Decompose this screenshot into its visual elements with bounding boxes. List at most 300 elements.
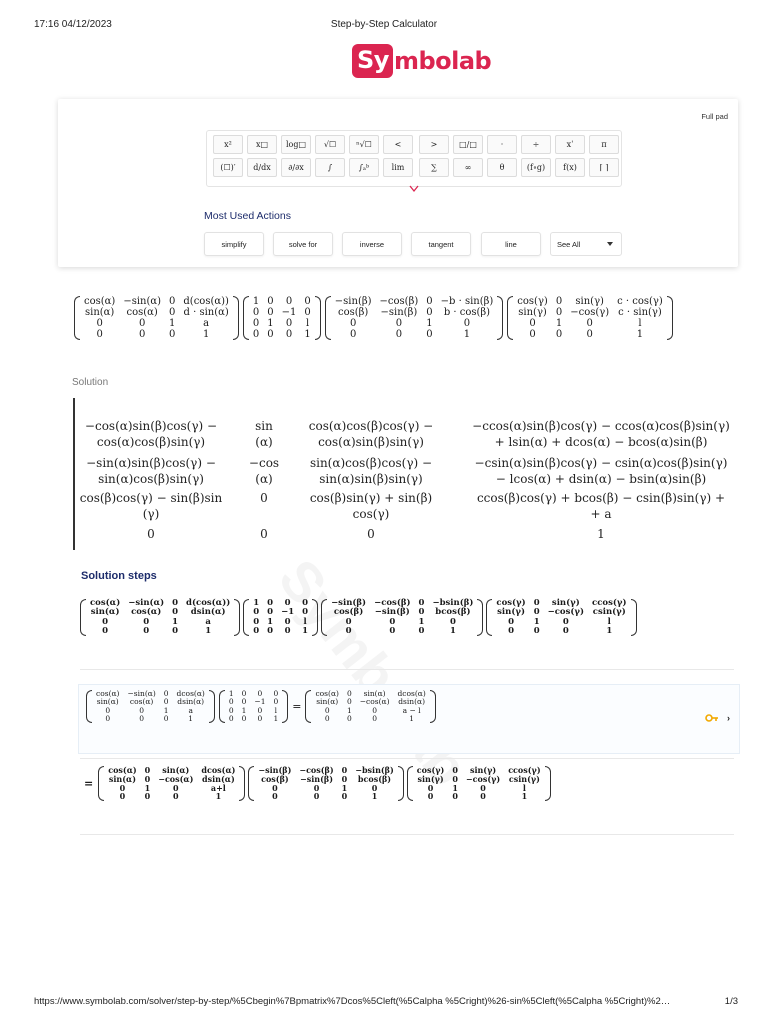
right-paren bbox=[282, 690, 288, 723]
solution-cell-line: 0 bbox=[260, 527, 268, 541]
matrix-cell: cos(α) bbox=[129, 697, 154, 707]
matrix-cell: 0 bbox=[267, 329, 274, 340]
right-paren bbox=[209, 690, 215, 723]
matrix-cell: a − l bbox=[402, 705, 421, 715]
matrix-cell: 0 bbox=[96, 329, 103, 340]
keypad-key[interactable]: √☐ bbox=[315, 135, 345, 154]
step-3-expression bbox=[84, 766, 551, 801]
matrix-cell: sin(γ) bbox=[518, 307, 547, 318]
keypad-key[interactable]: ∫ₐᵇ bbox=[349, 158, 379, 177]
see-all-label: See All bbox=[557, 239, 581, 249]
right-paren bbox=[545, 766, 551, 801]
matrix-cell: −sin(β) bbox=[331, 598, 367, 608]
matrix-cell: 0 bbox=[284, 626, 291, 637]
matrix-cell: 0 bbox=[267, 296, 274, 307]
keypad-key[interactable]: x□ bbox=[247, 135, 277, 154]
page-title: Step-by-Step Calculator bbox=[330, 19, 438, 30]
matrix-cell: 0 bbox=[138, 318, 146, 329]
right-paren bbox=[477, 599, 483, 636]
matrix-cell: 0 bbox=[257, 689, 263, 698]
matrix-cell: 0 bbox=[138, 329, 146, 340]
matrix-cell: 0 bbox=[372, 705, 377, 715]
matrix-cell: 0 bbox=[313, 791, 320, 802]
keypad-key[interactable]: x² bbox=[213, 135, 243, 154]
solution-cell-line: sin(α)cos(β)sin(γ) bbox=[98, 472, 204, 486]
divider bbox=[80, 669, 734, 670]
right-paren bbox=[239, 766, 245, 801]
matrix-cell: 0 bbox=[228, 713, 234, 723]
matrix-cell: 0 bbox=[143, 626, 150, 637]
matrix-cell: 0 bbox=[105, 705, 111, 715]
matrix-cell: 0 bbox=[346, 689, 352, 698]
matrix-cell: 0 bbox=[427, 791, 434, 802]
matrix-cell: cos(γ) bbox=[517, 296, 548, 307]
matrix bbox=[98, 766, 245, 801]
matrix-cell: 0 bbox=[302, 607, 309, 618]
matrix-cell: 0 bbox=[119, 791, 126, 802]
matrix-cell: 1 bbox=[371, 791, 378, 802]
matrix-cell: 0 bbox=[285, 318, 293, 329]
keypad-key[interactable]: d/dx bbox=[247, 158, 277, 177]
matrix-cell: 0 bbox=[555, 307, 563, 318]
matrix-cell: 0 bbox=[452, 765, 458, 775]
matrix-cell: 0 bbox=[372, 713, 377, 723]
matrix-cell: −b · sin(β) bbox=[440, 296, 494, 307]
matrix-cell: −cos(β) bbox=[379, 296, 419, 307]
right-paren bbox=[315, 296, 321, 340]
matrix-cell: bcos(β) bbox=[357, 773, 392, 784]
matrix-cell: 0 bbox=[345, 626, 352, 637]
matrix-cell: 1 bbox=[409, 713, 415, 723]
matrix-table bbox=[311, 690, 429, 723]
solution-cell bbox=[260, 490, 268, 506]
solution-cell bbox=[309, 418, 433, 450]
matrix-cell: sin(γ) bbox=[575, 296, 604, 307]
matrix-cell: 0 bbox=[533, 626, 540, 637]
matrix-cell: 0 bbox=[252, 307, 260, 318]
solution-cell-line: cos(α)sin(β)sin(γ) bbox=[318, 435, 424, 449]
matrix-cell: 0 bbox=[418, 598, 425, 608]
right-paren bbox=[631, 599, 637, 636]
matrix-cell: 0 bbox=[253, 607, 260, 618]
matrix-cell: dsin(α) bbox=[202, 773, 235, 784]
matrix-cell: 0 bbox=[143, 616, 150, 627]
logo-wordmark: mbolab bbox=[393, 47, 492, 75]
matrix-cell: 0 bbox=[228, 697, 234, 707]
solution-cell-line: cos(β)sin(γ) + sin(β) bbox=[309, 491, 433, 505]
matrix-cell: 0 bbox=[389, 626, 396, 637]
keypad-key[interactable]: □/□ bbox=[453, 135, 483, 154]
equals-sign: = bbox=[292, 700, 302, 713]
matrix-cell: 0 bbox=[555, 296, 563, 307]
matrix bbox=[321, 599, 483, 636]
matrix-cell: 1 bbox=[163, 705, 169, 715]
matrix-cell: −sin(α) bbox=[128, 598, 165, 608]
action-line-button[interactable]: line bbox=[481, 232, 541, 256]
matrix-cell: 0 bbox=[267, 598, 274, 608]
matrix-table bbox=[513, 296, 667, 340]
matrix bbox=[305, 690, 435, 723]
matrix-cell: 0 bbox=[139, 713, 145, 723]
matrix-cell: 1 bbox=[302, 626, 309, 637]
solution-cell-line: 0 bbox=[147, 527, 155, 541]
solution-cell-line: cos(γ) bbox=[352, 507, 390, 521]
matrix-cell: 0 bbox=[341, 765, 348, 775]
keypad-key[interactable]: π bbox=[589, 135, 619, 154]
matrix-cell: 0 bbox=[449, 616, 456, 627]
matrix-cell: 0 bbox=[267, 607, 274, 618]
matrix-cell: 1 bbox=[449, 626, 456, 637]
step-1-expression bbox=[80, 599, 637, 636]
matrix-cell: sin(γ) bbox=[551, 598, 580, 608]
matrix-cell: −sin(β) bbox=[258, 765, 292, 775]
solution-cell-line: 0 bbox=[367, 527, 375, 541]
matrix-cell: 1 bbox=[426, 318, 433, 329]
matrix-cell: −sin(β) bbox=[380, 307, 418, 318]
matrix-cell: 1 bbox=[205, 626, 212, 637]
matrix-cell: dsin(α) bbox=[190, 607, 226, 618]
matrix-cell: 0 bbox=[284, 616, 291, 627]
matrix-cell: dsin(α) bbox=[398, 697, 426, 707]
matrix-cell: 0 bbox=[302, 598, 309, 608]
matrix-cell: 0 bbox=[418, 607, 425, 618]
matrix-cell: 0 bbox=[163, 697, 169, 707]
matrix-cell: 0 bbox=[172, 598, 179, 608]
matrix-cell: cos(α) bbox=[84, 296, 116, 307]
keypad-key[interactable]: ∂/∂x bbox=[281, 158, 311, 177]
matrix-cell: dcos(α) bbox=[176, 689, 205, 698]
matrix-cell: 0 bbox=[508, 616, 515, 627]
matrix-cell: −sin(α) bbox=[123, 296, 162, 307]
solution-cell bbox=[249, 455, 279, 487]
page-url: https://www.symbolab.com/solver/step-by-step/%5Cbegin%7Bpmatrix%7Dcos%5Cleft(%5Calpha %5Cright)%26-sin%5Cleft(%5Calpha %5Cright)%2… bbox=[34, 996, 671, 1007]
keypad-key[interactable]: (☐)′ bbox=[213, 158, 243, 177]
matrix-cell: 0 bbox=[172, 626, 179, 637]
matrix-cell: l bbox=[607, 616, 611, 627]
matrix-cell: sin(α) bbox=[363, 689, 386, 698]
matrix-cell: −1 bbox=[254, 697, 266, 707]
right-paren bbox=[430, 690, 436, 723]
action-solve-for-button[interactable]: solve for bbox=[273, 232, 333, 256]
matrix-cell: 0 bbox=[253, 616, 260, 627]
solution-cell-line: sin bbox=[255, 419, 273, 433]
matrix-cell: cos(β) bbox=[333, 607, 364, 618]
matrix-table bbox=[331, 296, 498, 340]
action-inverse-button[interactable]: inverse bbox=[342, 232, 402, 256]
solution-cell bbox=[367, 526, 375, 542]
action-simplify-button[interactable]: simplify bbox=[204, 232, 264, 256]
matrix-cell: 0 bbox=[324, 713, 330, 723]
matrix-cell: 1 bbox=[253, 598, 260, 608]
matrix bbox=[248, 766, 403, 801]
matrix-cell: 1 bbox=[215, 791, 222, 802]
matrix-table bbox=[492, 599, 630, 636]
chevron-down-icon[interactable] bbox=[409, 185, 419, 193]
matrix-cell: 1 bbox=[533, 616, 540, 627]
keypad-key[interactable]: > bbox=[419, 135, 449, 154]
matrix-table bbox=[249, 296, 315, 340]
right-paren bbox=[398, 766, 404, 801]
right-paren bbox=[667, 296, 673, 340]
matrix-cell: 1 bbox=[144, 782, 151, 793]
matrix-cell: 0 bbox=[284, 598, 291, 608]
matrix-cell: 0 bbox=[395, 318, 403, 329]
solution-cell-line: cos(α)cos(β)cos(γ) − bbox=[308, 419, 434, 433]
right-paren bbox=[234, 599, 240, 636]
matrix-cell: sin(α) bbox=[162, 765, 190, 775]
matrix-table bbox=[86, 599, 234, 636]
matrix-cell: cos(α) bbox=[315, 689, 339, 698]
matrix-cell: 0 bbox=[304, 307, 311, 318]
matrix-cell: −cos(γ) bbox=[465, 773, 501, 784]
matrix-cell: csin(γ) bbox=[508, 773, 540, 784]
matrix-cell: 0 bbox=[144, 773, 151, 784]
action-tangent-button[interactable]: tangent bbox=[411, 232, 471, 256]
matrix-cell: 1 bbox=[228, 689, 234, 698]
matrix-cell: −cos(γ) bbox=[570, 307, 610, 318]
solution-steps-title: Solution steps bbox=[81, 570, 157, 582]
matrix-cell: c · cos(γ) bbox=[617, 296, 663, 307]
solution-cell-line: sin(α)sin(β)sin(γ) bbox=[319, 472, 423, 486]
matrix-cell: 0 bbox=[349, 318, 357, 329]
matrix-cell: d · sin(α) bbox=[183, 307, 229, 318]
solution-cell bbox=[477, 490, 725, 522]
keypad-key[interactable]: θ bbox=[487, 158, 517, 177]
solution-matrix bbox=[73, 398, 735, 550]
keypad-key[interactable]: lim bbox=[383, 158, 413, 177]
matrix-table bbox=[80, 296, 233, 340]
matrix-cell: sin(α) bbox=[96, 697, 119, 707]
input-expression bbox=[74, 296, 673, 340]
keypad-key[interactable]: ∞ bbox=[453, 158, 483, 177]
expand-chevron-icon[interactable]: › bbox=[727, 713, 730, 723]
matrix-cell: sin(α) bbox=[316, 697, 339, 707]
matrix-table bbox=[249, 599, 312, 636]
matrix-cell: 0 bbox=[169, 307, 176, 318]
solution-cell bbox=[80, 490, 222, 522]
right-paren bbox=[312, 599, 318, 636]
see-all-dropdown[interactable] bbox=[550, 232, 622, 256]
solution-cell-line: 1 bbox=[597, 527, 605, 541]
matrix-cell: c · sin(γ) bbox=[618, 307, 662, 318]
matrix-cell: 1 bbox=[267, 318, 274, 329]
matrix-cell: 0 bbox=[173, 791, 179, 802]
matrix-cell: 1 bbox=[346, 705, 352, 715]
matrix-cell: −bsin(β) bbox=[355, 765, 394, 775]
matrix-cell: dcos(α) bbox=[201, 765, 236, 775]
matrix bbox=[407, 766, 551, 801]
matrix-cell: csin(γ) bbox=[592, 607, 626, 618]
matrix-cell: l bbox=[522, 782, 526, 793]
solution-cell-line: −csin(α)sin(β)cos(γ) − csin(α)cos(β)sin(γ) bbox=[474, 456, 728, 470]
solution-cell bbox=[85, 418, 217, 450]
matrix-cell: ccos(γ) bbox=[592, 598, 627, 608]
matrix-cell: 1 bbox=[273, 713, 279, 723]
keypad-key[interactable]: ⁿ√☐ bbox=[349, 135, 379, 154]
matrix-cell: 0 bbox=[139, 705, 145, 715]
matrix-cell: cos(α) bbox=[131, 607, 162, 618]
matrix-cell: 0 bbox=[273, 689, 279, 698]
matrix-cell: a bbox=[203, 318, 210, 329]
matrix-cell: 0 bbox=[267, 307, 274, 318]
matrix-cell: 0 bbox=[586, 329, 593, 340]
matrix-cell: 0 bbox=[257, 713, 263, 723]
keypad-key[interactable]: (f∘g) bbox=[521, 158, 551, 177]
matrix-cell: 0 bbox=[395, 329, 403, 340]
matrix-cell: cos(β) bbox=[337, 307, 369, 318]
matrix-cell: 0 bbox=[480, 791, 486, 802]
keypad-key[interactable]: ÷ bbox=[521, 135, 551, 154]
keypad-key[interactable]: xˈ bbox=[555, 135, 585, 154]
solution-label: Solution bbox=[72, 377, 109, 388]
most-used-actions-title: Most Used Actions bbox=[204, 210, 291, 222]
matrix-cell: −sin(α) bbox=[127, 689, 156, 698]
matrix-cell: 1 bbox=[452, 782, 458, 793]
keypad-key[interactable]: ∫ bbox=[315, 158, 345, 177]
key-icon[interactable] bbox=[705, 713, 719, 723]
keypad-key[interactable]: f(x) bbox=[555, 158, 585, 177]
matrix-cell: 1 bbox=[341, 782, 348, 793]
matrix bbox=[486, 599, 636, 636]
solution-cell bbox=[310, 455, 432, 487]
matrix-cell: sin(γ) bbox=[469, 765, 497, 775]
solution-cell bbox=[86, 455, 216, 487]
matrix-cell: 0 bbox=[252, 318, 260, 329]
solution-cell-line: (α) bbox=[255, 472, 273, 486]
matrix-table bbox=[92, 690, 209, 723]
solution-cell-line: −cos bbox=[248, 456, 280, 470]
matrix bbox=[243, 599, 318, 636]
matrix-cell: a bbox=[205, 616, 211, 627]
logo-mark: Sy bbox=[352, 44, 393, 78]
matrix-cell: 0 bbox=[346, 713, 352, 723]
solution-cell-line: cos(α)cos(β)sin(γ) bbox=[96, 435, 206, 449]
matrix-cell: 0 bbox=[241, 713, 247, 723]
matrix-cell: l bbox=[306, 318, 310, 329]
matrix-cell: 0 bbox=[163, 713, 169, 723]
right-paren bbox=[233, 296, 239, 340]
solution-cell-line: (α) bbox=[255, 435, 273, 449]
right-paren bbox=[497, 296, 503, 340]
matrix-cell: a bbox=[188, 705, 193, 715]
matrix-cell: 0 bbox=[163, 689, 169, 698]
matrix-cell: cos(α) bbox=[126, 307, 158, 318]
matrix-cell: l bbox=[638, 318, 642, 329]
solution-cell-line: sin(α)cos(β)cos(γ) − bbox=[309, 456, 433, 470]
matrix-cell: 0 bbox=[144, 791, 151, 802]
matrix-cell: 1 bbox=[606, 626, 613, 637]
matrix bbox=[219, 690, 288, 723]
matrix-cell: sin(γ) bbox=[497, 607, 525, 618]
solution-cell-line: −sin(α)sin(β)cos(γ) − bbox=[86, 456, 216, 470]
matrix-cell: −cos(γ) bbox=[547, 607, 585, 618]
matrix-cell: 0 bbox=[426, 329, 433, 340]
matrix-cell: cos(α) bbox=[96, 689, 120, 698]
solution-cell bbox=[147, 526, 155, 542]
matrix-cell: d(cos(α)) bbox=[186, 598, 231, 608]
symbolab-logo[interactable] bbox=[352, 42, 491, 80]
full-pad-link[interactable]: Full pad bbox=[701, 112, 728, 121]
matrix-cell: 1 bbox=[202, 329, 210, 340]
matrix-cell: 1 bbox=[555, 318, 563, 329]
solution-cell-line: −cos(α)sin(β)cos(γ) − bbox=[84, 419, 218, 433]
matrix-cell: sin(γ) bbox=[417, 773, 444, 784]
matrix-cell: 0 bbox=[324, 705, 330, 715]
solution-cell-line: 0 bbox=[260, 491, 268, 505]
matrix bbox=[507, 296, 673, 340]
matrix-cell: −bsin(β) bbox=[432, 598, 474, 608]
matrix-cell: 1 bbox=[169, 318, 176, 329]
matrix-cell: 0 bbox=[172, 607, 179, 618]
matrix-cell: 1 bbox=[252, 296, 260, 307]
matrix-cell: 0 bbox=[341, 791, 348, 802]
matrix-cell: −cos(α) bbox=[359, 697, 390, 707]
matrix-cell: 0 bbox=[452, 791, 458, 802]
matrix-cell: 0 bbox=[346, 697, 352, 707]
matrix-cell: 0 bbox=[313, 782, 320, 793]
keypad-key[interactable]: · bbox=[487, 135, 517, 154]
solution-left-paren bbox=[73, 398, 75, 550]
matrix-cell: 1 bbox=[636, 329, 644, 340]
matrix-cell: −cos(α) bbox=[158, 773, 194, 784]
matrix-cell: 0 bbox=[257, 705, 263, 715]
matrix-cell: 0 bbox=[304, 296, 311, 307]
matrix-cell: 0 bbox=[529, 318, 536, 329]
matrix-cell: 0 bbox=[272, 782, 278, 793]
matrix-cell: cos(β) bbox=[261, 773, 289, 784]
matrix-cell: 0 bbox=[253, 626, 260, 637]
matrix-cell: 0 bbox=[102, 626, 109, 637]
input-panel bbox=[58, 99, 738, 267]
matrix-cell: 0 bbox=[273, 697, 279, 707]
solution-cell-line: + lsin(α) + dcos(α) − bcos(α)sin(β) bbox=[494, 435, 708, 449]
keypad-key[interactable]: ⌈ ⌉ bbox=[589, 158, 619, 177]
solution-cell-line: cos(β)cos(γ) − sin(β)sin bbox=[79, 491, 223, 505]
solution-cell bbox=[260, 526, 268, 542]
matrix-table bbox=[225, 690, 282, 723]
matrix-cell: 0 bbox=[102, 616, 109, 627]
solution-cell bbox=[597, 526, 605, 542]
matrix-cell: a+l bbox=[210, 782, 226, 793]
solution-cell bbox=[472, 418, 730, 450]
keypad-key[interactable]: log□ bbox=[281, 135, 311, 154]
matrix bbox=[80, 599, 240, 636]
matrix-cell: 0 bbox=[349, 329, 357, 340]
keypad-key[interactable]: < bbox=[383, 135, 413, 154]
matrix-cell: sin(α) bbox=[84, 307, 115, 318]
matrix-cell: b · cos(β) bbox=[443, 307, 491, 318]
matrix-cell: 1 bbox=[241, 705, 247, 715]
matrix-cell: l bbox=[303, 616, 307, 627]
matrix-cell: 0 bbox=[533, 598, 540, 608]
matrix-cell: 1 bbox=[521, 791, 528, 802]
matrix-cell: 0 bbox=[96, 318, 103, 329]
matrix-cell: 0 bbox=[529, 329, 536, 340]
keypad-key[interactable]: ∑ bbox=[419, 158, 449, 177]
matrix-cell: 0 bbox=[241, 689, 247, 698]
matrix-cell: 0 bbox=[389, 616, 396, 627]
matrix-cell: cos(α) bbox=[108, 765, 137, 775]
matrix-cell: −1 bbox=[281, 607, 295, 618]
math-keypad bbox=[206, 130, 622, 187]
matrix-cell: −sin(β) bbox=[334, 296, 372, 307]
equals-sign: = bbox=[84, 777, 94, 791]
matrix-cell: 0 bbox=[267, 626, 274, 637]
matrix-cell: ccos(γ) bbox=[508, 765, 541, 775]
solution-cell-line: −ccos(α)sin(β)cos(γ) − ccos(α)cos(β)sin(γ) bbox=[472, 419, 730, 433]
matrix-cell: 0 bbox=[418, 626, 425, 637]
matrix-cell: −cos(β) bbox=[374, 598, 411, 608]
